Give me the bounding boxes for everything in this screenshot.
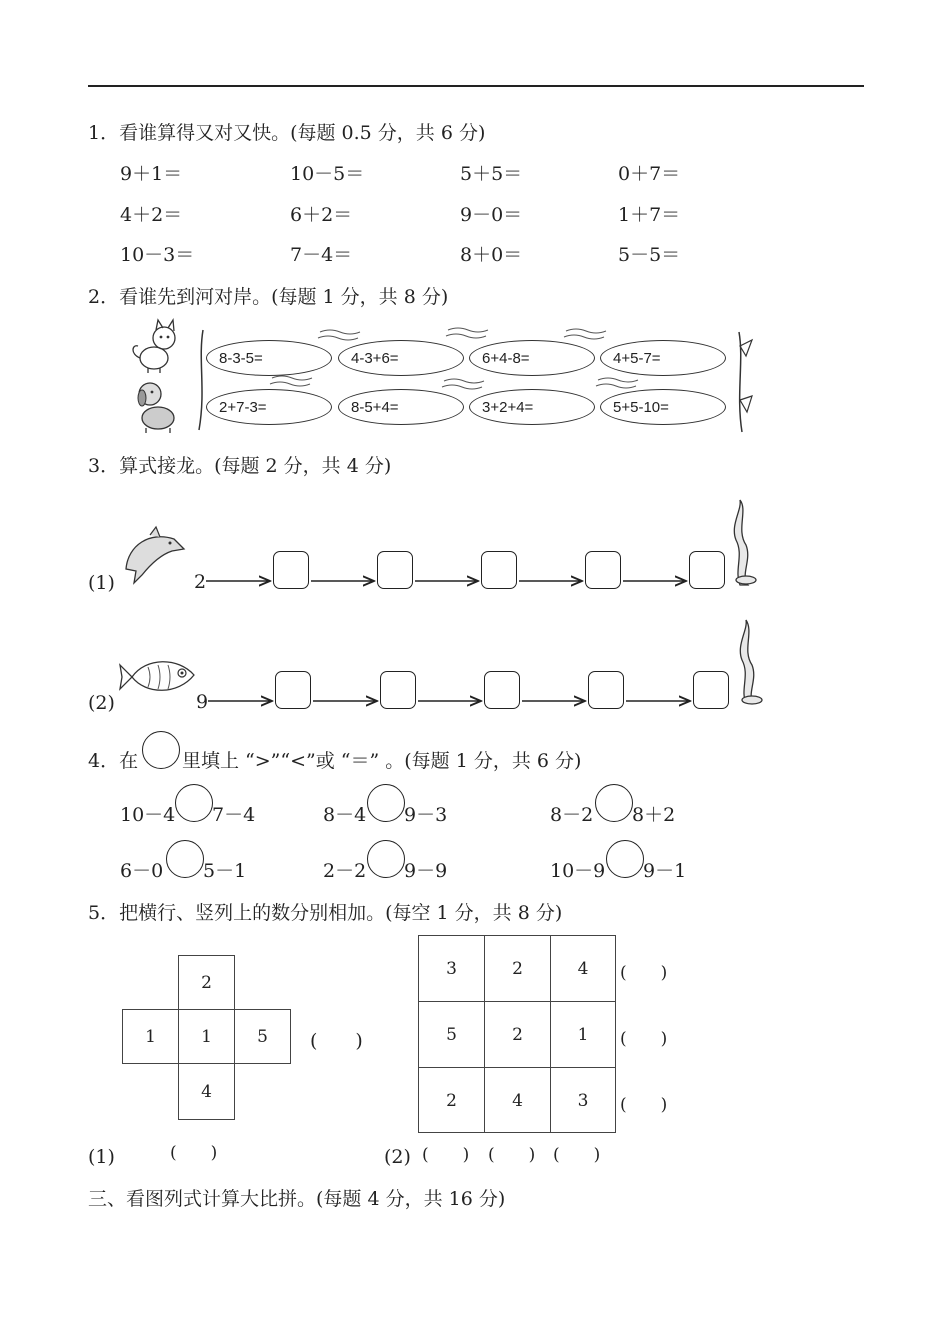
river-stone: 2+7-3=	[206, 389, 332, 425]
cross-cell-bottom: 4	[178, 1063, 235, 1120]
grid-row-answer[interactable]: ( )	[620, 1095, 668, 1115]
grid-cell: 2	[484, 935, 551, 1002]
river-stone: 4+5-7=	[600, 340, 726, 376]
cross-cell-center: 1	[178, 1009, 235, 1064]
grid-cell: 4	[550, 935, 616, 1002]
compare-circle[interactable]	[175, 784, 213, 822]
grid-cell: 2	[418, 1067, 485, 1133]
river-stone: 4-3+6=	[338, 340, 464, 376]
chain1-answer-box[interactable]	[585, 551, 621, 589]
grid-cell: 4	[484, 1067, 551, 1133]
river-stone: 5+5-10=	[600, 389, 726, 425]
cross-col-answer[interactable]: ( )	[170, 1143, 218, 1163]
q5-part1-label: (1)	[88, 1146, 115, 1168]
q4-example-circle	[142, 731, 180, 769]
river-stone: 3+2+4=	[469, 389, 595, 425]
compare-circle[interactable]	[367, 840, 405, 878]
river-stone: 8-5+4=	[338, 389, 464, 425]
grid-col-answer[interactable]: ( )	[553, 1145, 601, 1165]
q1-eq-0-2: 5＋5＝	[460, 163, 523, 185]
compare-circle[interactable]	[606, 840, 644, 878]
compare-circle[interactable]	[367, 784, 405, 822]
grid-row-answer[interactable]: ( )	[620, 1029, 668, 1049]
chain2-answer-box[interactable]	[693, 671, 729, 709]
chain1-answer-box[interactable]	[481, 551, 517, 589]
chain1-start: 2	[194, 571, 207, 593]
q1-eq-1-1: 6＋2＝	[290, 204, 353, 226]
q5-title: 5．把横行、竖列上的数分别相加。(每空 1 分，共 8 分)	[88, 902, 563, 924]
q3-title: 3．算式接龙。(每题 2 分，共 4 分)	[88, 455, 392, 477]
q4-left: 8－2	[550, 804, 594, 826]
chain2-label: (2)	[88, 692, 115, 714]
river-stone: 8-3-5=	[206, 340, 332, 376]
q4-right: 5－1	[203, 860, 247, 882]
cross-cell-right: 5	[234, 1009, 291, 1064]
cross-cell-left: 1	[122, 1009, 179, 1064]
q4-title-suffix: 里填上 “>”“<”或 “＝” 。(每题 1 分，共 6 分)	[182, 750, 582, 772]
chain1-answer-box[interactable]	[377, 551, 413, 589]
q1-eq-0-3: 0＋7＝	[618, 163, 681, 185]
q2-title: 2．看谁先到河对岸。(每题 1 分，共 8 分)	[88, 286, 449, 308]
q1-eq-1-2: 9－0＝	[460, 204, 523, 226]
q4-right: 7－4	[212, 804, 256, 826]
grid-cell: 3	[550, 1067, 616, 1133]
chain2-answer-box[interactable]	[275, 671, 311, 709]
grid-cell: 3	[418, 935, 485, 1002]
q4-title-prefix: 4．在	[88, 750, 139, 772]
seaweed-decoration	[734, 500, 762, 704]
cross-row-answer[interactable]: ( )	[310, 1030, 363, 1052]
q4-left: 6－0	[120, 860, 164, 882]
section3-title: 三、看图列式计算大比拼。(每题 4 分，共 16 分)	[88, 1188, 506, 1210]
grid-row-answer[interactable]: ( )	[620, 963, 668, 983]
q1-title: 1．看谁算得又对又快。(每题 0.5 分，共 6 分)	[88, 122, 486, 144]
chain1-label: (1)	[88, 572, 115, 594]
chain1-answer-box[interactable]	[689, 551, 725, 589]
q4-right: 8＋2	[632, 804, 676, 826]
grid-col-answer[interactable]: ( )	[422, 1145, 470, 1165]
grid-cell: 5	[418, 1001, 485, 1068]
q1-eq-2-0: 10－3＝	[120, 244, 195, 266]
q4-right: 9－1	[643, 860, 687, 882]
q1-eq-1-3: 1＋7＝	[618, 204, 681, 226]
q1-eq-0-1: 10－5＝	[290, 163, 365, 185]
chain2-answer-box[interactable]	[588, 671, 624, 709]
chain1-answer-box[interactable]	[273, 551, 309, 589]
q1-eq-2-1: 7－4＝	[290, 244, 353, 266]
chain2-answer-box[interactable]	[380, 671, 416, 709]
q1-eq-2-3: 5－5＝	[618, 244, 681, 266]
chain2-start: 9	[196, 691, 209, 713]
river-stone: 6+4-8=	[469, 340, 595, 376]
q4-right: 9－9	[404, 860, 448, 882]
q4-left: 2－2	[323, 860, 367, 882]
grid-cell: 2	[484, 1001, 551, 1068]
q4-left: 10－4	[120, 804, 176, 826]
q5-part2-label: (2)	[384, 1146, 411, 1168]
q4-left: 10－9	[550, 860, 606, 882]
q1-eq-0-0: 9＋1＝	[120, 163, 183, 185]
compare-circle[interactable]	[166, 840, 204, 878]
q4-right: 9－3	[404, 804, 448, 826]
grid-col-answer[interactable]: ( )	[488, 1145, 536, 1165]
grid-cell: 1	[550, 1001, 616, 1068]
chain2-answer-box[interactable]	[484, 671, 520, 709]
q1-eq-2-2: 8＋0＝	[460, 244, 523, 266]
cross-cell-top: 2	[178, 955, 235, 1010]
compare-circle[interactable]	[595, 784, 633, 822]
q1-eq-1-0: 4＋2＝	[120, 204, 183, 226]
q4-left: 8－4	[323, 804, 367, 826]
